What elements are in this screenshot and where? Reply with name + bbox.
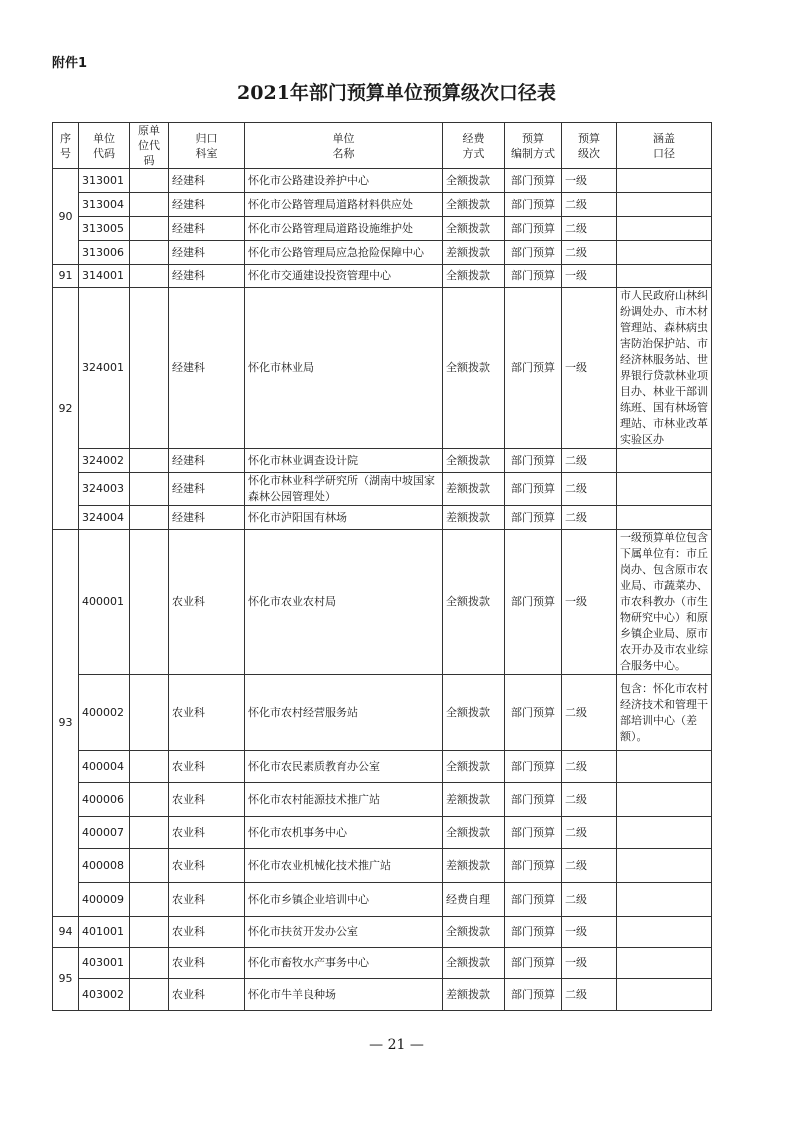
cell-coverage [617,979,712,1011]
table-row [53,506,712,530]
cell-orig-code [130,675,169,751]
cell-name: 怀化市林业调查设计院 [245,449,443,473]
table-row [53,675,712,751]
cell-seq: 90 [53,169,79,265]
cell-name: 怀化市公路建设养护中心 [245,169,443,193]
cell-coverage [617,449,712,473]
budget-table [52,122,712,1011]
cell-code: 313004 [79,193,130,217]
attachment-label: 附件1 [52,56,88,71]
cell-dept: 经建科 [169,265,245,288]
cell-orig-code [130,506,169,530]
cell-method: 部门预算 [505,751,562,783]
cell-funding: 差额拨款 [443,241,505,265]
cell-coverage: 包含：怀化市农村经济技术和管理干部培训中心（差额）。 [617,675,712,751]
cell-name: 怀化市畜牧水产事务中心 [245,948,443,979]
table-row [53,783,712,817]
table-row [53,449,712,473]
cell-method: 部门预算 [505,288,562,449]
cell-code: 324003 [79,473,130,506]
cell-dept: 农业科 [169,883,245,917]
cell-coverage [617,817,712,849]
cell-code: 324004 [79,506,130,530]
cell-dept: 经建科 [169,241,245,265]
cell-code: 400004 [79,751,130,783]
cell-funding: 全额拨款 [443,265,505,288]
header-dept: 归口 科室 [169,123,245,169]
cell-dept: 农业科 [169,849,245,883]
cell-funding: 全额拨款 [443,449,505,473]
cell-level: 二级 [562,783,617,817]
cell-orig-code [130,449,169,473]
cell-code: 400001 [79,530,130,675]
cell-orig-code [130,241,169,265]
cell-method: 部门预算 [505,241,562,265]
cell-name: 怀化市农业农村局 [245,530,443,675]
cell-orig-code [130,473,169,506]
cell-method: 部门预算 [505,506,562,530]
cell-name: 怀化市农机事务中心 [245,817,443,849]
cell-funding: 经费自理 [443,883,505,917]
cell-code: 400009 [79,883,130,917]
cell-funding: 全额拨款 [443,675,505,751]
page-number: — 21 — [369,1037,424,1053]
header-seq: 序号 [53,123,79,169]
header-name: 单位 名称 [245,123,443,169]
cell-funding: 全额拨款 [443,948,505,979]
cell-method: 部门预算 [505,473,562,506]
cell-code: 314001 [79,265,130,288]
cell-funding: 差额拨款 [443,473,505,506]
table-row [53,817,712,849]
cell-code: 400006 [79,783,130,817]
cell-name: 怀化市农民素质教育办公室 [245,751,443,783]
cell-method: 部门预算 [505,979,562,1011]
cell-funding: 全额拨款 [443,751,505,783]
table-row [53,751,712,783]
table-row [53,948,712,979]
cell-seq: 94 [53,917,79,948]
table-row [53,917,712,948]
cell-orig-code [130,917,169,948]
cell-dept: 农业科 [169,917,245,948]
cell-funding: 差额拨款 [443,979,505,1011]
cell-funding: 全额拨款 [443,193,505,217]
cell-name: 怀化市农村能源技术推广站 [245,783,443,817]
cell-seq: 93 [53,530,79,917]
cell-method: 部门预算 [505,193,562,217]
cell-coverage [617,948,712,979]
cell-orig-code [130,288,169,449]
cell-orig-code [130,217,169,241]
cell-code: 401001 [79,917,130,948]
cell-dept: 经建科 [169,449,245,473]
cell-coverage [617,751,712,783]
cell-method: 部门预算 [505,265,562,288]
cell-coverage [617,241,712,265]
header-level: 预算 级次 [562,123,617,169]
cell-dept: 农业科 [169,751,245,783]
cell-level: 二级 [562,675,617,751]
cell-funding: 全额拨款 [443,217,505,241]
header-code: 单位 代码 [79,123,130,169]
cell-seq: 92 [53,288,79,530]
cell-code: 400002 [79,675,130,751]
cell-code: 313006 [79,241,130,265]
table-header-row [53,123,712,169]
cell-name: 怀化市林业科学研究所（湖南中坡国家森林公园管理处） [245,473,443,506]
cell-coverage [617,506,712,530]
page-title: 2021年部门预算单位预算级次口径表 [237,82,556,104]
cell-name: 怀化市泸阳国有林场 [245,506,443,530]
cell-dept: 农业科 [169,675,245,751]
cell-funding: 差额拨款 [443,506,505,530]
cell-orig-code [130,817,169,849]
cell-level: 二级 [562,473,617,506]
cell-orig-code [130,883,169,917]
cell-coverage [617,169,712,193]
cell-coverage [617,265,712,288]
cell-code: 324001 [79,288,130,449]
cell-name: 怀化市公路管理局道路设施维护处 [245,217,443,241]
cell-level: 一级 [562,265,617,288]
cell-method: 部门预算 [505,530,562,675]
cell-name: 怀化市扶贫开发办公室 [245,917,443,948]
cell-coverage [617,217,712,241]
cell-funding: 全额拨款 [443,169,505,193]
table-row [53,849,712,883]
table-row [53,883,712,917]
cell-code: 403001 [79,948,130,979]
cell-dept: 经建科 [169,169,245,193]
cell-level: 二级 [562,193,617,217]
cell-name: 怀化市农业机械化技术推广站 [245,849,443,883]
cell-coverage [617,917,712,948]
table-row [53,241,712,265]
cell-code: 403002 [79,979,130,1011]
cell-method: 部门预算 [505,169,562,193]
cell-level: 一级 [562,288,617,449]
cell-seq: 91 [53,265,79,288]
cell-method: 部门预算 [505,783,562,817]
cell-code: 324002 [79,449,130,473]
cell-orig-code [130,979,169,1011]
cell-code: 400007 [79,817,130,849]
cell-level: 二级 [562,849,617,883]
cell-level: 一级 [562,530,617,675]
cell-funding: 全额拨款 [443,288,505,449]
cell-code: 313005 [79,217,130,241]
cell-dept: 农业科 [169,817,245,849]
cell-level: 二级 [562,506,617,530]
cell-level: 二级 [562,241,617,265]
header-method: 预算 编制方式 [505,123,562,169]
cell-name: 怀化市牛羊良种场 [245,979,443,1011]
table-row [53,473,712,506]
cell-orig-code [130,849,169,883]
cell-coverage [617,783,712,817]
header-funding: 经费 方式 [443,123,505,169]
cell-method: 部门预算 [505,817,562,849]
cell-orig-code [130,265,169,288]
header-coverage: 涵盖 口径 [617,123,712,169]
cell-orig-code [130,751,169,783]
cell-dept: 经建科 [169,506,245,530]
cell-dept: 经建科 [169,473,245,506]
cell-name: 怀化市公路管理局应急抢险保障中心 [245,241,443,265]
cell-name: 怀化市林业局 [245,288,443,449]
cell-dept: 经建科 [169,193,245,217]
cell-funding: 全额拨款 [443,817,505,849]
cell-level: 一级 [562,948,617,979]
cell-method: 部门预算 [505,449,562,473]
table-row [53,288,712,449]
cell-dept: 农业科 [169,979,245,1011]
cell-name: 怀化市公路管理局道路材料供应处 [245,193,443,217]
cell-funding: 差额拨款 [443,783,505,817]
cell-orig-code [130,948,169,979]
cell-coverage: 市人民政府山林纠纷调处办、市木材管理站、森林病虫害防治保护站、市经济林服务站、世界银行贷款林业项目办、林业干部训练班、国有林场管理站、市林业改革实验区办 [617,288,712,449]
cell-code: 400008 [79,849,130,883]
cell-dept: 农业科 [169,948,245,979]
cell-method: 部门预算 [505,883,562,917]
cell-name: 怀化市交通建设投资管理中心 [245,265,443,288]
cell-level: 二级 [562,751,617,783]
cell-dept: 经建科 [169,288,245,449]
header-orig-code: 原单 位代码 [130,123,169,169]
cell-coverage [617,849,712,883]
cell-coverage [617,883,712,917]
cell-method: 部门预算 [505,849,562,883]
table-row [53,265,712,288]
cell-coverage [617,473,712,506]
table-row [53,217,712,241]
table-row [53,193,712,217]
cell-coverage [617,193,712,217]
cell-method: 部门预算 [505,217,562,241]
cell-name: 怀化市农村经营服务站 [245,675,443,751]
cell-code: 313001 [79,169,130,193]
cell-funding: 全额拨款 [443,917,505,948]
cell-level: 一级 [562,917,617,948]
cell-dept: 农业科 [169,530,245,675]
table-row [53,979,712,1011]
cell-level: 二级 [562,449,617,473]
cell-level: 二级 [562,217,617,241]
cell-method: 部门预算 [505,948,562,979]
cell-seq: 95 [53,948,79,1011]
table-row [53,530,712,675]
cell-orig-code [130,193,169,217]
cell-method: 部门预算 [505,917,562,948]
cell-level: 二级 [562,979,617,1011]
cell-orig-code [130,169,169,193]
cell-orig-code [130,530,169,675]
cell-funding: 差额拨款 [443,849,505,883]
table-row [53,169,712,193]
cell-funding: 全额拨款 [443,530,505,675]
cell-name: 怀化市乡镇企业培训中心 [245,883,443,917]
cell-dept: 农业科 [169,783,245,817]
cell-level: 一级 [562,169,617,193]
cell-level: 二级 [562,817,617,849]
cell-coverage: 一级预算单位包含下属单位有：市丘岗办、包含原市农业局、市蔬菜办、市农科教办（市生物研究中心）和原乡镇企业局、原市农开办及市农业综合服务中心。 [617,530,712,675]
cell-dept: 经建科 [169,217,245,241]
cell-method: 部门预算 [505,675,562,751]
cell-level: 二级 [562,883,617,917]
cell-orig-code [130,783,169,817]
